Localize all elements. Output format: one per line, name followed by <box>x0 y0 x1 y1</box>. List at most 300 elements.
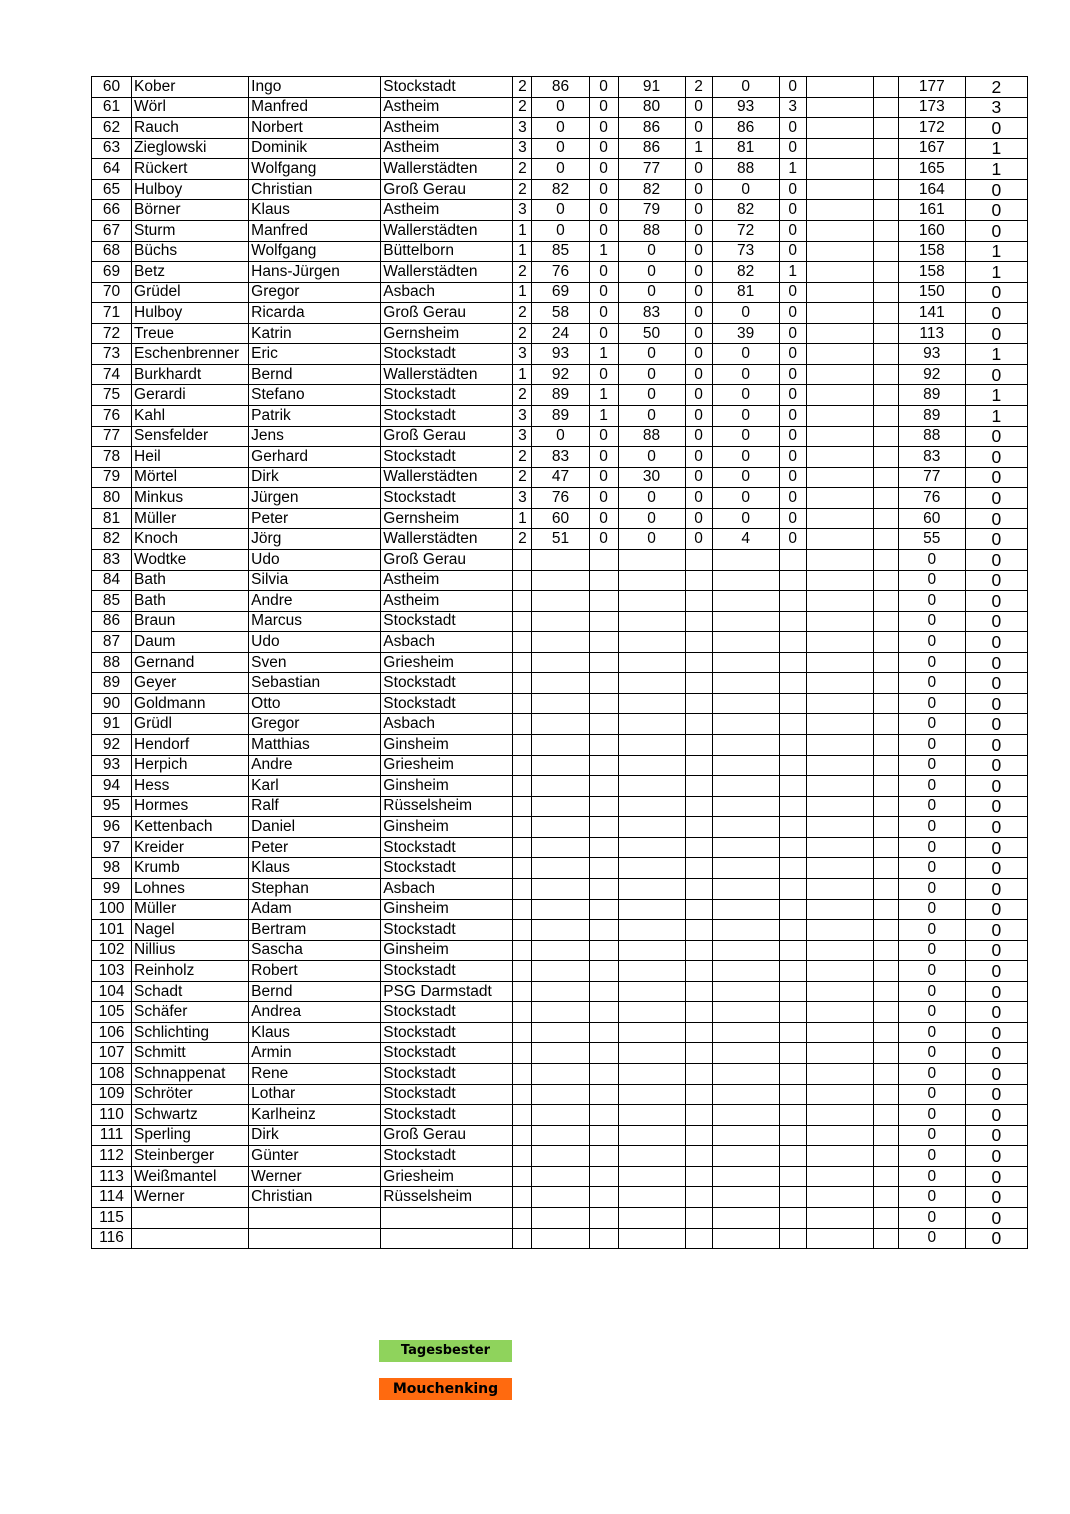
cell-s2 <box>618 961 685 982</box>
cell-mouchen: 0 <box>965 652 1027 673</box>
cell-s4 <box>806 1064 873 1085</box>
cell-name: Reinholz <box>132 961 249 982</box>
cell-x3 <box>779 776 806 797</box>
cell-s3 <box>712 837 779 858</box>
cell-vorname: Dirk <box>249 1125 381 1146</box>
cell-x2 <box>685 817 712 838</box>
cell-vorname: Manfred <box>249 97 381 118</box>
cell-gesamt: 0 <box>898 1228 965 1249</box>
cell-gesamt: 0 <box>898 940 965 961</box>
cell-vorname: Günter <box>249 1146 381 1167</box>
cell-s2 <box>618 1084 685 1105</box>
cell-gesamt: 0 <box>898 1166 965 1187</box>
cell-x2 <box>685 632 712 653</box>
cell-nr: 79 <box>92 467 132 488</box>
table-row <box>92 961 1028 982</box>
cell-nr: 94 <box>92 776 132 797</box>
cell-x4 <box>873 426 898 447</box>
table-row <box>92 303 1028 324</box>
table-row <box>92 1002 1028 1023</box>
cell-s4 <box>806 344 873 365</box>
cell-s1: 0 <box>532 97 589 118</box>
cell-x4 <box>873 796 898 817</box>
cell-vorname: Andrea <box>249 1002 381 1023</box>
cell-mouchen: 0 <box>965 1002 1027 1023</box>
cell-gesamt: 89 <box>898 406 965 427</box>
cell-x4 <box>873 364 898 385</box>
cell-nr: 60 <box>92 77 132 98</box>
cell-s4 <box>806 899 873 920</box>
cell-vorname: Udo <box>249 632 381 653</box>
cell-s3: 0 <box>712 385 779 406</box>
table-row <box>92 77 1028 98</box>
cell-x1 <box>589 1084 618 1105</box>
cell-s2: 0 <box>618 344 685 365</box>
cell-vorname <box>249 1207 381 1228</box>
cell-nr: 89 <box>92 673 132 694</box>
cell-s2: 50 <box>618 323 685 344</box>
cell-s1 <box>532 652 589 673</box>
cell-mouchen: 0 <box>965 693 1027 714</box>
cell-s3 <box>712 1228 779 1249</box>
cell-s3: 72 <box>712 220 779 241</box>
cell-s3 <box>712 817 779 838</box>
cell-x2 <box>685 693 712 714</box>
cell-name: Gerardi <box>132 385 249 406</box>
cell-name: Bath <box>132 570 249 591</box>
cell-x1: 0 <box>589 467 618 488</box>
cell-s4 <box>806 467 873 488</box>
cell-x3 <box>779 1207 806 1228</box>
cell-gruppe: 3 <box>513 118 532 139</box>
table-row <box>92 920 1028 941</box>
cell-verein: Ginsheim <box>381 940 513 961</box>
cell-x4 <box>873 878 898 899</box>
cell-vorname: Jörg <box>249 529 381 550</box>
cell-s2 <box>618 1166 685 1187</box>
cell-nr: 116 <box>92 1228 132 1249</box>
cell-name: Nagel <box>132 920 249 941</box>
cell-verein: Astheim <box>381 97 513 118</box>
cell-verein: Rüsselsheim <box>381 1187 513 1208</box>
cell-x1: 1 <box>589 385 618 406</box>
cell-mouchen: 0 <box>965 755 1027 776</box>
cell-s2: 0 <box>618 241 685 262</box>
cell-x4 <box>873 735 898 756</box>
cell-x3: 0 <box>779 77 806 98</box>
cell-s1: 89 <box>532 385 589 406</box>
cell-mouchen: 0 <box>965 529 1027 550</box>
table-row <box>92 735 1028 756</box>
cell-vorname: Jens <box>249 426 381 447</box>
cell-name: Goldmann <box>132 693 249 714</box>
cell-gesamt: 0 <box>898 549 965 570</box>
cell-x3: 0 <box>779 323 806 344</box>
table-row <box>92 632 1028 653</box>
table-row <box>92 1166 1028 1187</box>
cell-name: Börner <box>132 200 249 221</box>
cell-name: Knoch <box>132 529 249 550</box>
cell-s3: 0 <box>712 77 779 98</box>
cell-x2 <box>685 1228 712 1249</box>
cell-x3 <box>779 796 806 817</box>
cell-mouchen: 0 <box>965 467 1027 488</box>
cell-vorname: Otto <box>249 693 381 714</box>
cell-mouchen: 0 <box>965 632 1027 653</box>
cell-x3 <box>779 858 806 879</box>
cell-x1: 0 <box>589 118 618 139</box>
cell-nr: 100 <box>92 899 132 920</box>
cell-vorname: Silvia <box>249 570 381 591</box>
cell-x1: 0 <box>589 303 618 324</box>
cell-x1: 0 <box>589 262 618 283</box>
cell-verein: Asbach <box>381 878 513 899</box>
cell-s3 <box>712 611 779 632</box>
cell-verein: Asbach <box>381 632 513 653</box>
cell-x4 <box>873 693 898 714</box>
cell-s2 <box>618 652 685 673</box>
cell-x2 <box>685 1105 712 1126</box>
cell-gesamt: 0 <box>898 673 965 694</box>
cell-s2 <box>618 1187 685 1208</box>
cell-s1: 92 <box>532 364 589 385</box>
cell-gesamt: 0 <box>898 961 965 982</box>
cell-gesamt: 0 <box>898 1105 965 1126</box>
cell-s2 <box>618 1022 685 1043</box>
cell-name: Burkhardt <box>132 364 249 385</box>
cell-mouchen: 0 <box>965 1084 1027 1105</box>
table-row <box>92 1146 1028 1167</box>
cell-nr: 90 <box>92 693 132 714</box>
cell-gruppe <box>513 1125 532 1146</box>
cell-x2 <box>685 858 712 879</box>
cell-nr: 104 <box>92 981 132 1002</box>
table-row <box>92 714 1028 735</box>
cell-mouchen: 0 <box>965 200 1027 221</box>
cell-s2: 83 <box>618 303 685 324</box>
cell-x4 <box>873 77 898 98</box>
cell-name: Gernand <box>132 652 249 673</box>
cell-vorname: Stephan <box>249 878 381 899</box>
cell-x2 <box>685 1043 712 1064</box>
cell-s3: 73 <box>712 241 779 262</box>
cell-vorname: Werner <box>249 1166 381 1187</box>
cell-name: Rückert <box>132 159 249 180</box>
cell-s1 <box>532 899 589 920</box>
table-row <box>92 385 1028 406</box>
cell-s2 <box>618 837 685 858</box>
cell-x2 <box>685 1084 712 1105</box>
cell-name: Rauch <box>132 118 249 139</box>
cell-x4 <box>873 1105 898 1126</box>
cell-s4 <box>806 920 873 941</box>
cell-x4 <box>873 755 898 776</box>
cell-verein: Stockstadt <box>381 1084 513 1105</box>
cell-mouchen: 3 <box>965 97 1027 118</box>
cell-gruppe <box>513 1166 532 1187</box>
cell-verein: Stockstadt <box>381 447 513 468</box>
cell-mouchen: 0 <box>965 1022 1027 1043</box>
cell-gruppe: 2 <box>513 323 532 344</box>
cell-nr: 109 <box>92 1084 132 1105</box>
cell-s3 <box>712 878 779 899</box>
cell-verein: Groß Gerau <box>381 303 513 324</box>
table-row <box>92 1125 1028 1146</box>
cell-gruppe: 2 <box>513 179 532 200</box>
cell-s1 <box>532 735 589 756</box>
table-row <box>92 940 1028 961</box>
cell-mouchen: 0 <box>965 364 1027 385</box>
cell-mouchen: 0 <box>965 591 1027 612</box>
cell-s1: 0 <box>532 426 589 447</box>
cell-x3 <box>779 940 806 961</box>
cell-s3: 82 <box>712 200 779 221</box>
cell-verein: Groß Gerau <box>381 426 513 447</box>
cell-name: Schlichting <box>132 1022 249 1043</box>
cell-x1: 0 <box>589 138 618 159</box>
cell-verein: Groß Gerau <box>381 1125 513 1146</box>
cell-s3 <box>712 1022 779 1043</box>
cell-nr: 108 <box>92 1064 132 1085</box>
cell-x1 <box>589 878 618 899</box>
cell-gesamt: 167 <box>898 138 965 159</box>
cell-x4 <box>873 1022 898 1043</box>
cell-x2: 2 <box>685 77 712 98</box>
cell-s1: 0 <box>532 118 589 139</box>
cell-vorname: Ralf <box>249 796 381 817</box>
cell-s4 <box>806 611 873 632</box>
cell-vorname: Robert <box>249 961 381 982</box>
cell-name: Schadt <box>132 981 249 1002</box>
cell-s3: 86 <box>712 118 779 139</box>
cell-name: Grüdel <box>132 282 249 303</box>
cell-s1 <box>532 796 589 817</box>
table-row <box>92 241 1028 262</box>
cell-vorname: Klaus <box>249 1022 381 1043</box>
cell-gesamt: 160 <box>898 220 965 241</box>
cell-x1 <box>589 611 618 632</box>
cell-mouchen: 1 <box>965 159 1027 180</box>
cell-x1 <box>589 796 618 817</box>
cell-x3 <box>779 837 806 858</box>
cell-x2: 0 <box>685 406 712 427</box>
cell-mouchen: 0 <box>965 488 1027 509</box>
cell-mouchen: 0 <box>965 508 1027 529</box>
cell-gruppe <box>513 796 532 817</box>
cell-gruppe <box>513 1043 532 1064</box>
table-row <box>92 591 1028 612</box>
cell-gesamt: 76 <box>898 488 965 509</box>
cell-vorname: Karl <box>249 776 381 797</box>
cell-nr: 84 <box>92 570 132 591</box>
cell-mouchen: 0 <box>965 611 1027 632</box>
cell-x1 <box>589 591 618 612</box>
cell-x3 <box>779 632 806 653</box>
cell-name: Kober <box>132 77 249 98</box>
cell-verein: Stockstadt <box>381 344 513 365</box>
cell-gesamt: 0 <box>898 1207 965 1228</box>
table-row <box>92 282 1028 303</box>
cell-nr: 97 <box>92 837 132 858</box>
cell-vorname: Christian <box>249 179 381 200</box>
cell-gruppe <box>513 899 532 920</box>
cell-s2: 0 <box>618 529 685 550</box>
cell-vorname: Wolfgang <box>249 241 381 262</box>
cell-x1: 0 <box>589 529 618 550</box>
cell-s1 <box>532 837 589 858</box>
cell-gesamt: 0 <box>898 796 965 817</box>
cell-x3 <box>779 878 806 899</box>
cell-s1 <box>532 961 589 982</box>
cell-verein: Stockstadt <box>381 406 513 427</box>
cell-x3 <box>779 591 806 612</box>
cell-x2: 0 <box>685 529 712 550</box>
cell-verein: Rüsselsheim <box>381 796 513 817</box>
cell-verein: Wallerstädten <box>381 159 513 180</box>
cell-name: Eschenbrenner <box>132 344 249 365</box>
cell-nr: 69 <box>92 262 132 283</box>
cell-s1: 76 <box>532 262 589 283</box>
cell-s4 <box>806 241 873 262</box>
cell-s4 <box>806 303 873 324</box>
cell-x4 <box>873 179 898 200</box>
cell-s1 <box>532 1166 589 1187</box>
table-row <box>92 981 1028 1002</box>
cell-gesamt: 93 <box>898 344 965 365</box>
cell-s4 <box>806 200 873 221</box>
cell-mouchen: 0 <box>965 1207 1027 1228</box>
cell-s1 <box>532 570 589 591</box>
cell-s3 <box>712 632 779 653</box>
cell-nr: 91 <box>92 714 132 735</box>
cell-x1 <box>589 940 618 961</box>
table-row <box>92 179 1028 200</box>
cell-x4 <box>873 488 898 509</box>
cell-verein: Stockstadt <box>381 837 513 858</box>
cell-s1 <box>532 940 589 961</box>
table-row <box>92 878 1028 899</box>
cell-s3 <box>712 858 779 879</box>
cell-gesamt: 0 <box>898 981 965 1002</box>
cell-nr: 63 <box>92 138 132 159</box>
cell-nr: 105 <box>92 1002 132 1023</box>
cell-s4 <box>806 837 873 858</box>
cell-s3: 93 <box>712 97 779 118</box>
cell-mouchen: 0 <box>965 447 1027 468</box>
cell-verein: Stockstadt <box>381 1064 513 1085</box>
table-row <box>92 858 1028 879</box>
cell-s3: 0 <box>712 303 779 324</box>
cell-s2 <box>618 858 685 879</box>
cell-s4 <box>806 981 873 1002</box>
cell-gruppe <box>513 878 532 899</box>
cell-name: Krumb <box>132 858 249 879</box>
cell-gruppe: 3 <box>513 488 532 509</box>
cell-s4 <box>806 940 873 961</box>
cell-x3: 0 <box>779 118 806 139</box>
cell-vorname: Hans-Jürgen <box>249 262 381 283</box>
cell-s2: 82 <box>618 179 685 200</box>
cell-name: Grüdl <box>132 714 249 735</box>
cell-x1: 1 <box>589 344 618 365</box>
cell-verein: Stockstadt <box>381 858 513 879</box>
cell-s1: 76 <box>532 488 589 509</box>
cell-s3 <box>712 899 779 920</box>
cell-x2 <box>685 920 712 941</box>
cell-gruppe <box>513 1228 532 1249</box>
cell-mouchen: 0 <box>965 1043 1027 1064</box>
cell-verein: Stockstadt <box>381 693 513 714</box>
cell-s1: 58 <box>532 303 589 324</box>
cell-nr: 106 <box>92 1022 132 1043</box>
cell-x4 <box>873 673 898 694</box>
cell-s2 <box>618 940 685 961</box>
cell-s4 <box>806 262 873 283</box>
cell-x4 <box>873 920 898 941</box>
cell-gesamt: 0 <box>898 755 965 776</box>
cell-x3 <box>779 714 806 735</box>
cell-x3: 1 <box>779 159 806 180</box>
cell-nr: 74 <box>92 364 132 385</box>
cell-x2 <box>685 1187 712 1208</box>
cell-gruppe: 2 <box>513 385 532 406</box>
cell-mouchen: 1 <box>965 262 1027 283</box>
cell-gruppe <box>513 776 532 797</box>
cell-s1 <box>532 817 589 838</box>
cell-mouchen: 0 <box>965 1187 1027 1208</box>
cell-x2: 0 <box>685 282 712 303</box>
cell-verein: Astheim <box>381 138 513 159</box>
cell-nr: 76 <box>92 406 132 427</box>
cell-s3 <box>712 591 779 612</box>
cell-x3 <box>779 817 806 838</box>
cell-x4 <box>873 1166 898 1187</box>
cell-s2 <box>618 714 685 735</box>
cell-s4 <box>806 878 873 899</box>
cell-x3: 0 <box>779 447 806 468</box>
cell-x4 <box>873 385 898 406</box>
cell-s3: 0 <box>712 488 779 509</box>
cell-mouchen: 0 <box>965 1064 1027 1085</box>
cell-x2: 0 <box>685 179 712 200</box>
cell-gruppe <box>513 673 532 694</box>
cell-s3: 81 <box>712 282 779 303</box>
cell-verein: Stockstadt <box>381 920 513 941</box>
cell-s2: 0 <box>618 385 685 406</box>
cell-s1: 0 <box>532 138 589 159</box>
cell-gesamt: 0 <box>898 652 965 673</box>
cell-x2 <box>685 899 712 920</box>
cell-s4 <box>806 406 873 427</box>
cell-s3: 0 <box>712 364 779 385</box>
cell-gruppe <box>513 755 532 776</box>
cell-gesamt: 0 <box>898 899 965 920</box>
cell-verein: Ginsheim <box>381 817 513 838</box>
cell-s3 <box>712 693 779 714</box>
cell-name: Steinberger <box>132 1146 249 1167</box>
cell-x1: 0 <box>589 447 618 468</box>
cell-x3: 0 <box>779 303 806 324</box>
cell-nr: 75 <box>92 385 132 406</box>
cell-x4 <box>873 899 898 920</box>
cell-mouchen: 0 <box>965 118 1027 139</box>
cell-gruppe: 2 <box>513 77 532 98</box>
cell-vorname: Andre <box>249 755 381 776</box>
cell-nr: 96 <box>92 817 132 838</box>
cell-gruppe <box>513 549 532 570</box>
cell-gesamt: 0 <box>898 1002 965 1023</box>
cell-nr: 111 <box>92 1125 132 1146</box>
